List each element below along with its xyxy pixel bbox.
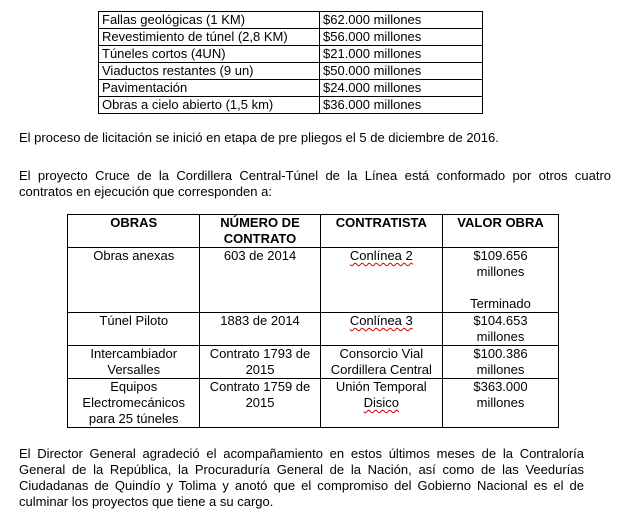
obra-cell — [68, 248, 200, 313]
table-row — [99, 63, 483, 80]
table-row — [68, 346, 559, 379]
contratista-cell — [320, 346, 442, 379]
header-numero-contrato — [200, 215, 320, 248]
cost-value: $50.000 millones — [320, 63, 483, 80]
valor-amount: $109.656 — [473, 248, 528, 263]
header-numero-line-1: NÚMERO DE — [220, 215, 300, 230]
cost-item: Viaductos restantes (9 un) — [99, 63, 320, 80]
table-row — [99, 97, 483, 114]
cost-value: $56.000 millones — [320, 29, 483, 46]
valor-cell — [443, 248, 559, 313]
cost-item: Pavimentación — [99, 80, 320, 97]
obra-line: Versalles — [107, 362, 161, 377]
valor-cell — [443, 313, 559, 346]
valor-amount: $104.653 — [473, 313, 528, 328]
valor-status: Terminado — [470, 296, 531, 311]
numero-cell — [200, 379, 320, 428]
header-obras: OBRAS — [68, 215, 200, 248]
numero-line: Contrato 1759 de — [209, 379, 311, 394]
table-header-row — [68, 215, 559, 248]
table-row — [99, 29, 483, 46]
valor-amount: $363.000 — [473, 379, 528, 394]
obra-line: Intercambiador — [90, 346, 178, 361]
valor-unit: millones — [476, 264, 525, 279]
table-row — [99, 80, 483, 97]
table-row — [68, 379, 559, 428]
obra-line: Obras anexas — [93, 248, 175, 263]
cost-breakdown-table — [98, 11, 483, 114]
valor-unit: millones — [476, 362, 525, 377]
valor-unit: millones — [476, 395, 525, 410]
header-valor-obra: VALOR OBRA — [443, 215, 559, 248]
contratista-line: Conlínea 2 — [349, 248, 413, 263]
obra-line: Electromecánicos — [82, 395, 186, 410]
closing-paragraph: El Director General agradeció el acompañamiento en estos últimos meses de la Contraloría General de la República, la Procuraduría General de la Nación, así como de las Veedurías Ciudadanas de Quindío y Tolima y anotó que el compromiso del Gobierno Nacional es el de culminar los proyectos que tiene a su cargo. — [19, 446, 584, 509]
numero-cell — [200, 248, 320, 313]
obra-cell — [68, 313, 200, 346]
numero-line: 2015 — [245, 395, 275, 410]
contratista-cell — [320, 379, 442, 428]
numero-line: Contrato 1793 de — [209, 346, 311, 361]
obra-cell — [68, 379, 200, 428]
cost-value: $62.000 millones — [320, 12, 483, 29]
valor-cell — [443, 346, 559, 379]
table-row — [68, 248, 559, 313]
contratista-line: Unión Temporal — [335, 379, 427, 394]
numero-line: 2015 — [245, 362, 275, 377]
cost-item: Túneles cortos (4UN) — [99, 46, 320, 63]
licitacion-paragraph: El proceso de licitación se inició en etapa de pre pliegos el 5 de diciembre de 2016. — [19, 130, 499, 145]
obra-cell — [68, 346, 200, 379]
project-paragraph-line-1: El proyecto Cruce de la Cordillera Central-Túnel de la Línea está conformado por otros cuatro — [19, 168, 611, 183]
contratista-cell — [320, 248, 442, 313]
contratista-cell — [320, 313, 442, 346]
obra-line: para 25 túneles — [88, 411, 179, 426]
header-numero-line-2: CONTRATO — [223, 231, 297, 246]
numero-line: 603 de 2014 — [223, 248, 297, 263]
cost-value: $24.000 millones — [320, 80, 483, 97]
project-paragraph — [19, 168, 611, 200]
numero-cell — [200, 346, 320, 379]
numero-line: 1883 de 2014 — [220, 313, 300, 328]
contratista-line: Disico — [363, 395, 399, 410]
table-row — [99, 12, 483, 29]
table-row — [68, 313, 559, 346]
valor-cell — [443, 379, 559, 428]
valor-unit: millones — [476, 329, 525, 344]
contratista-line: Cordillera Central — [330, 362, 432, 377]
table-row — [99, 46, 483, 63]
obra-line: Equipos — [110, 379, 158, 394]
cost-value: $21.000 millones — [320, 46, 483, 63]
valor-amount: $100.386 — [473, 346, 528, 361]
cost-value: $36.000 millones — [320, 97, 483, 114]
cost-item: Revestimiento de túnel (2,8 KM) — [99, 29, 320, 46]
numero-cell — [200, 313, 320, 346]
contratista-line: Consorcio Vial — [339, 346, 424, 361]
header-contratista: CONTRATISTA — [320, 215, 442, 248]
contracts-table — [67, 214, 559, 428]
cost-item: Obras a cielo abierto (1,5 km) — [99, 97, 320, 114]
cost-item: Fallas geológicas (1 KM) — [99, 12, 320, 29]
obra-line: Túnel Piloto — [99, 313, 169, 328]
contratista-line: Conlínea 3 — [349, 313, 413, 328]
project-paragraph-line-2: contratos en ejecución que corresponden a: — [19, 184, 272, 199]
